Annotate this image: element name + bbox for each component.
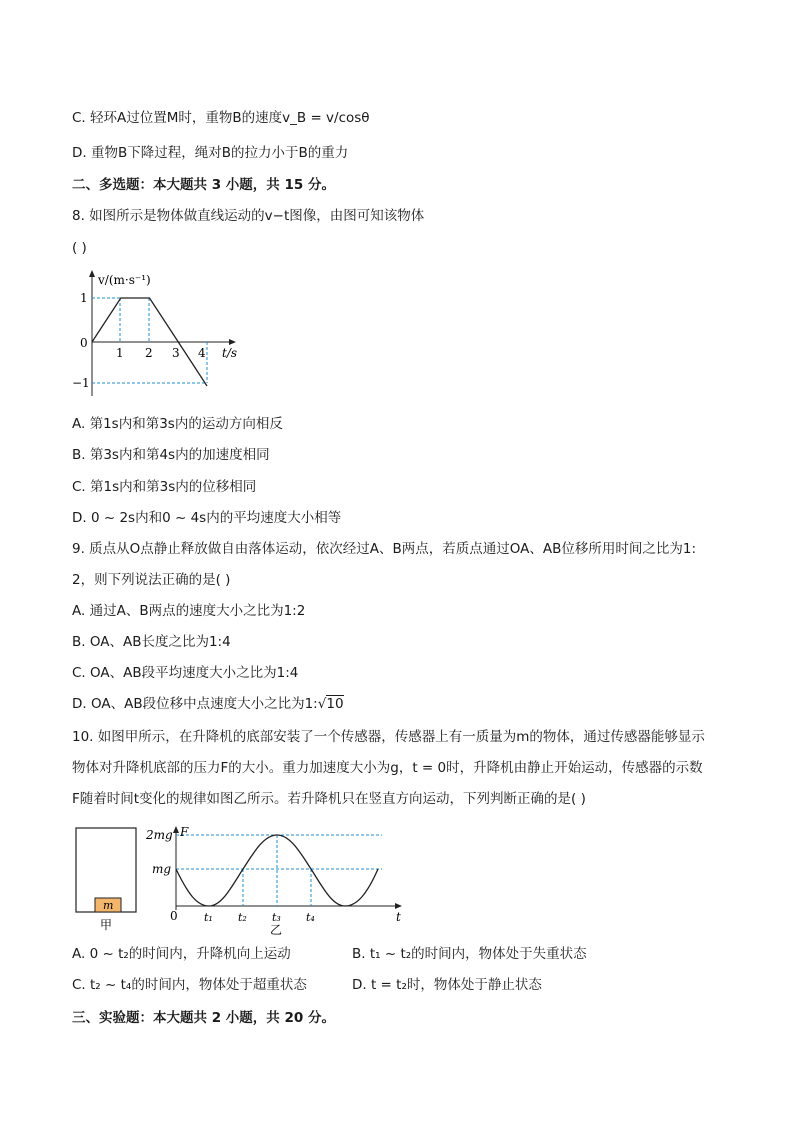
q9-stem-line2: 2，则下列说法正确的是( ) — [72, 572, 231, 588]
f-y-arrow — [173, 826, 179, 833]
q8-answer-paren: ( ) — [72, 240, 87, 256]
f-tick-t4: t₄ — [306, 911, 315, 924]
f-ytick-2mg: 2mg — [146, 828, 173, 842]
q10-stem-line3: F随着时间t变化的规律如图乙所示。若升降机只在竖直方向运动，下列判断正确的是( ) — [72, 791, 586, 807]
section-3-heading: 三、实验题：本大题共 2 小题，共 20 分。 — [72, 1010, 335, 1026]
q8-ytick-neg1: −1 — [72, 376, 90, 390]
mass-label: m — [103, 899, 114, 912]
f-y-label: F — [180, 826, 189, 839]
sqrt-radicand: 10 — [326, 696, 344, 712]
sqrt-sign: √ — [317, 696, 327, 712]
f-x-arrow — [395, 903, 402, 909]
q8-ytick-0: 0 — [80, 336, 88, 350]
q8-vt-graph — [70, 268, 250, 398]
q7-option-d: D. 重物B下降过程，绳对B的拉力小于B的重力 — [72, 145, 349, 161]
section-2-heading: 二、多选题：本大题共 3 小题，共 15 分。 — [72, 177, 335, 193]
q9-option-c: C. OA、AB段平均速度大小之比为1:4 — [72, 665, 299, 681]
q8-stem: 8. 如图所示是物体做直线运动的v−t图像，由图可知该物体 — [72, 208, 425, 224]
q9-option-a: A. 通过A、B两点的速度大小之比为1:2 — [72, 603, 306, 619]
figure-label-jia: 甲 — [100, 918, 113, 932]
q8-option-c: C. 第1s内和第3s内的位移相同 — [72, 479, 257, 495]
q10-figure-yi — [142, 826, 412, 938]
q8-ytick-1: 1 — [80, 291, 88, 305]
q9-option-b: B. OA、AB长度之比为1:4 — [72, 634, 231, 650]
q8-xtick-4: 4 — [198, 346, 206, 360]
q8-x-label: t/s — [222, 346, 238, 360]
q8-option-d: D. 0 ~ 2s内和0 ~ 4s内的平均速度大小相等 — [72, 510, 342, 526]
q10-stem-line2: 物体对升降机底部的压力F的大小。重力加速度大小为g，t = 0时，升降机由静止开始运动，传感器的示数 — [72, 760, 703, 776]
q10-option-c: C. t₂ ~ t₄的时间内，物体处于超重状态 — [72, 977, 307, 993]
q8-option-b: B. 第3s内和第4s内的加速度相同 — [72, 447, 270, 463]
f-tick-t2: t₂ — [238, 911, 247, 924]
f-tick-t3: t₃ — [272, 911, 281, 924]
q8-option-a: A. 第1s内和第3s内的运动方向相反 — [72, 416, 283, 432]
q10-figure-jia — [74, 826, 142, 938]
q10-option-a: A. 0 ~ t₂的时间内，升降机向上运动 — [72, 946, 291, 962]
q8-xtick-3: 3 — [172, 346, 180, 360]
f-x-label: t — [396, 910, 401, 924]
f-ytick-mg: mg — [152, 862, 172, 876]
q7-option-c: C. 轻环A过位置M时，重物B的速度v_B = v/cosθ — [72, 110, 370, 126]
f-origin: 0 — [170, 909, 178, 923]
q10-option-b: B. t₁ ~ t₂的时间内，物体处于失重状态 — [352, 946, 587, 962]
q8-x-arrow — [229, 339, 236, 345]
q10-stem-line1: 10. 如图甲所示，在升降机的底部安装了一个传感器，传感器上有一质量为m的物体，通过传感器能够显示 — [72, 729, 705, 745]
q8-xtick-2: 2 — [145, 346, 153, 360]
q8-xtick-1: 1 — [116, 346, 124, 360]
f-tick-t1: t₁ — [204, 911, 213, 924]
q9-stem-line1: 9. 质点从O点静止释放做自由落体运动，依次经过A、B两点，若质点通过OA、AB位移所用时间之比为1: — [72, 541, 697, 557]
q9-option-d: D. OA、AB段位移中点速度大小之比为1:√10 — [72, 696, 344, 712]
q10-option-d: D. t = t₂时，物体处于静止状态 — [352, 977, 542, 993]
q8-y-label: v/(m·s⁻¹) — [98, 273, 151, 287]
q8-y-arrow — [89, 270, 95, 277]
figure-label-yi: 乙 — [270, 923, 283, 937]
